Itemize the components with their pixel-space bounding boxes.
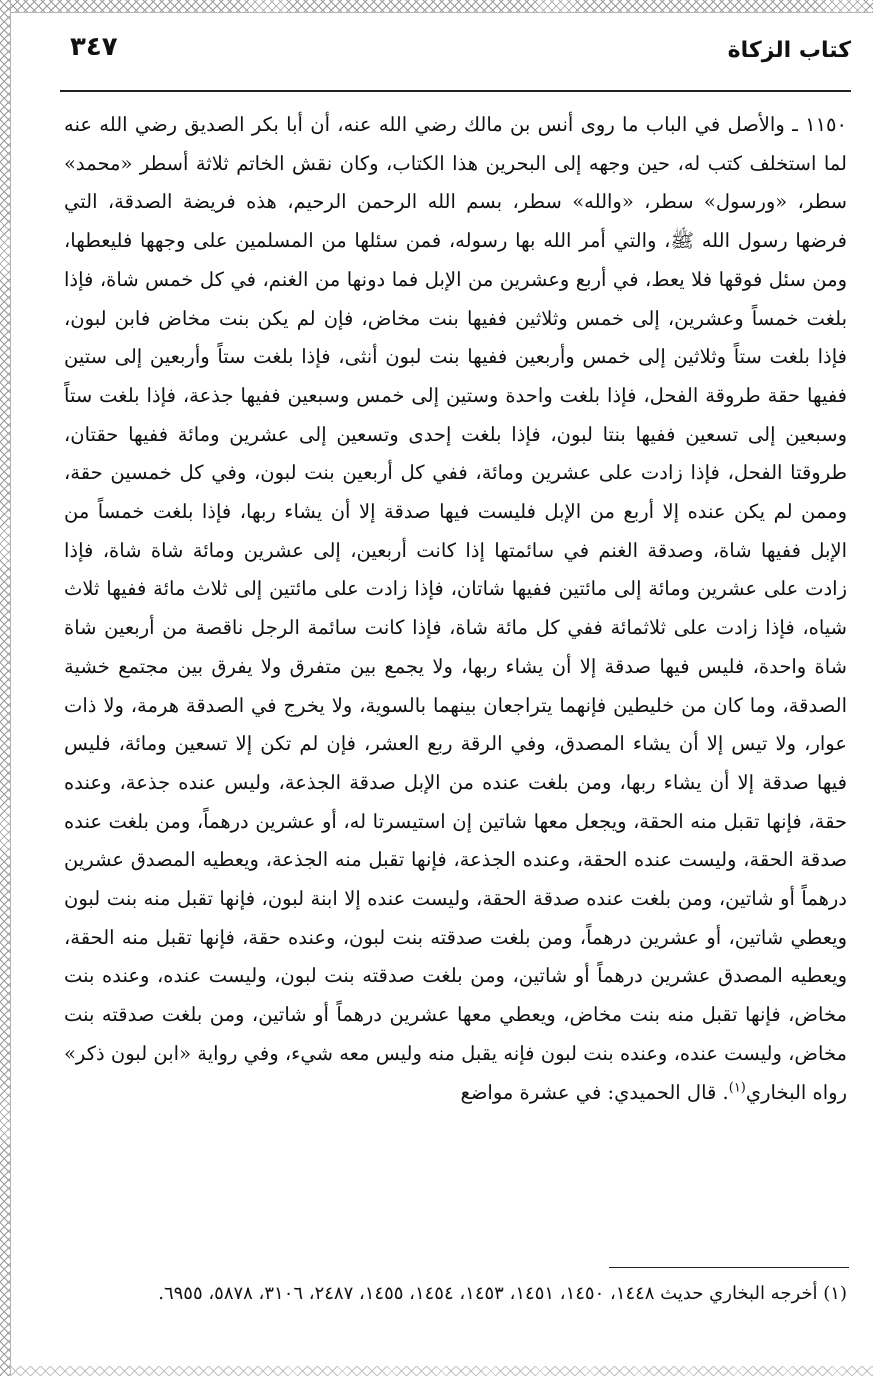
top-ornamental-border — [10, 0, 873, 13]
left-ornamental-border — [0, 0, 11, 1376]
footnote — [64, 1276, 847, 1312]
running-title: كتاب الزكاة — [727, 38, 851, 63]
page-number: ٣٤٧ — [70, 32, 118, 62]
page-header — [58, 30, 851, 74]
bottom-ornamental-border — [10, 1366, 873, 1376]
footnote-rule — [609, 1267, 849, 1268]
paragraph-tail: . قال الحميدي: في عشرة مواضع — [460, 1080, 729, 1104]
header-rule — [60, 90, 851, 92]
main-text — [64, 106, 847, 1112]
paragraph-text: ١١٥٠ ـ والأصل في الباب ما روى أنس بن مالك رضي الله عنه، أن أبا بكر الصديق رضي الله عنه لما استخلف كتب له، حين وجهه إلى البحرين هذا الكتاب، وكان نقش الخاتم ثلاثة أسطر «محمد» سطر، «ورسول» سطر، «والله» سطر، بسم الله الرحمن الرحيم، هذه فريضة الصدقة، التي فرضها رسول الله ﷺ، والتي أمر الله بها رسوله، فمن سئلها من المسلمين على وجهها فليعطها، ومن سئل فوقها فلا يعط، في أربع وعشرين من الإبل فما دونها من الغنم، في كل خمس شاة، فإذا بلغت خمساً وعشرين، إلى خمس وثلاثين ففيها بنت مخاض، فإن لم يكن بنت مخاض فابن لبون، فإذا بلغت ستاً وثلاثين إلى خمس وأربعين ففيها بنت لبون أنثى، فإذا بلغت ستاً وأربعين إلى ستين ففيها حقة طروقة الفحل، فإذا بلغت واحدة وستين إلى خمس وسبعين ففيها جذعة، فإذا بلغت ستاً وسبعين إلى تسعين ففيها بنتا لبون، فإذا بلغت إحدى وتسعين إلى عشرين ومائة ففيها حقتان، طروقتا الفحل، فإذا زادت على عشرين ومائة، ففي كل أربعين بنت لبون، وفي كل خمسين حقة، وممن لم يكن عنده إلا أربع من الإبل فليست فيها صدقة إلا أن يشاء ربها، فإذا بلغت خمساً من الإبل ففيها شاة، وصدقة الغنم في سائمتها إذا كانت أربعين، إلى عشرين ومائة شاة شاة، فإذا زادت على عشرين ومائة إلى مائتين ففيها شاتان، فإذا زادت على مائتين إلى ثلاث مائة ففيها ثلاث شياه، فإذا زادت على ثلاثمائة ففي كل مائة شاة، فإذا كانت سائمة الرجل ناقصة من أربعين شاة شاة واحدة، فليس فيها صدقة إلا أن يشاء ربها، ولا يجمع بين متفرق ولا يفرق بين مجتمع خشية الصدقة، وما كان من خليطين فإنهما يتراجعان بينهما بالسوية، ولا يخرج في الصدقة هرمة، ولا ذات عوار، ولا تيس إلا أن يشاء المصدق، وفي الرقة ربع العشر، فإن لم تكن إلا تسعين ومائة، فليس فيها صدقة إلا أن يشاء ربها، ومن بلغت عنده من الإبل صدقة الجذعة، وليس عنده جذعة، وعنده حقة، فإنها تقبل منه الحقة، ويجعل معها شاتين إن استيسرتا له، أو عشرين درهماً، ومن بلغت عنده صدقة الحقة، وليست عنده الحقة، وعنده الجذعة، فإنها تقبل منه الجذعة، ويعطيه المصدق عشرين درهماً أو شاتين، ومن بلغت عنده صدقة الحقة، وليست عنده إلا ابنة لبون، فإنها تقبل منه بنت لبون ويعطي شاتين، أو عشرين درهماً، ومن بلغت صدقته بنت لبون، وعنده حقة، فإنها تقبل منه الحقة، ويعطيه المصدق عشرين درهماً أو شاتين، ومن بلغت صدقته بنت لبون، وليست عنده، وعنده بنت مخاض، فإنها تقبل منه بنت مخاض، ويعطي معها عشرين درهماً أو شاتين، ومن بلغت صدقته بنت مخاض، وليست عنده، وعنده بنت لبون فإنه يقبل منه وليس معه شيء، وفي رواية «ابن لبون ذكر» رواه البخاري — [64, 113, 847, 1104]
footnote-number: (١) — [823, 1283, 847, 1304]
footnote-reference: (١) — [728, 1080, 746, 1096]
footnote-text: أخرجه البخاري حديث ١٤٤٨، ١٤٥٠، ١٤٥١، ١٤٥٣، ١٤٥٤، ١٤٥٥، ٢٤٨٧، ٣١٠٦، ٥٨٧٨، ٦٩٥٥. — [158, 1283, 818, 1304]
hadith-paragraph — [64, 106, 847, 1112]
